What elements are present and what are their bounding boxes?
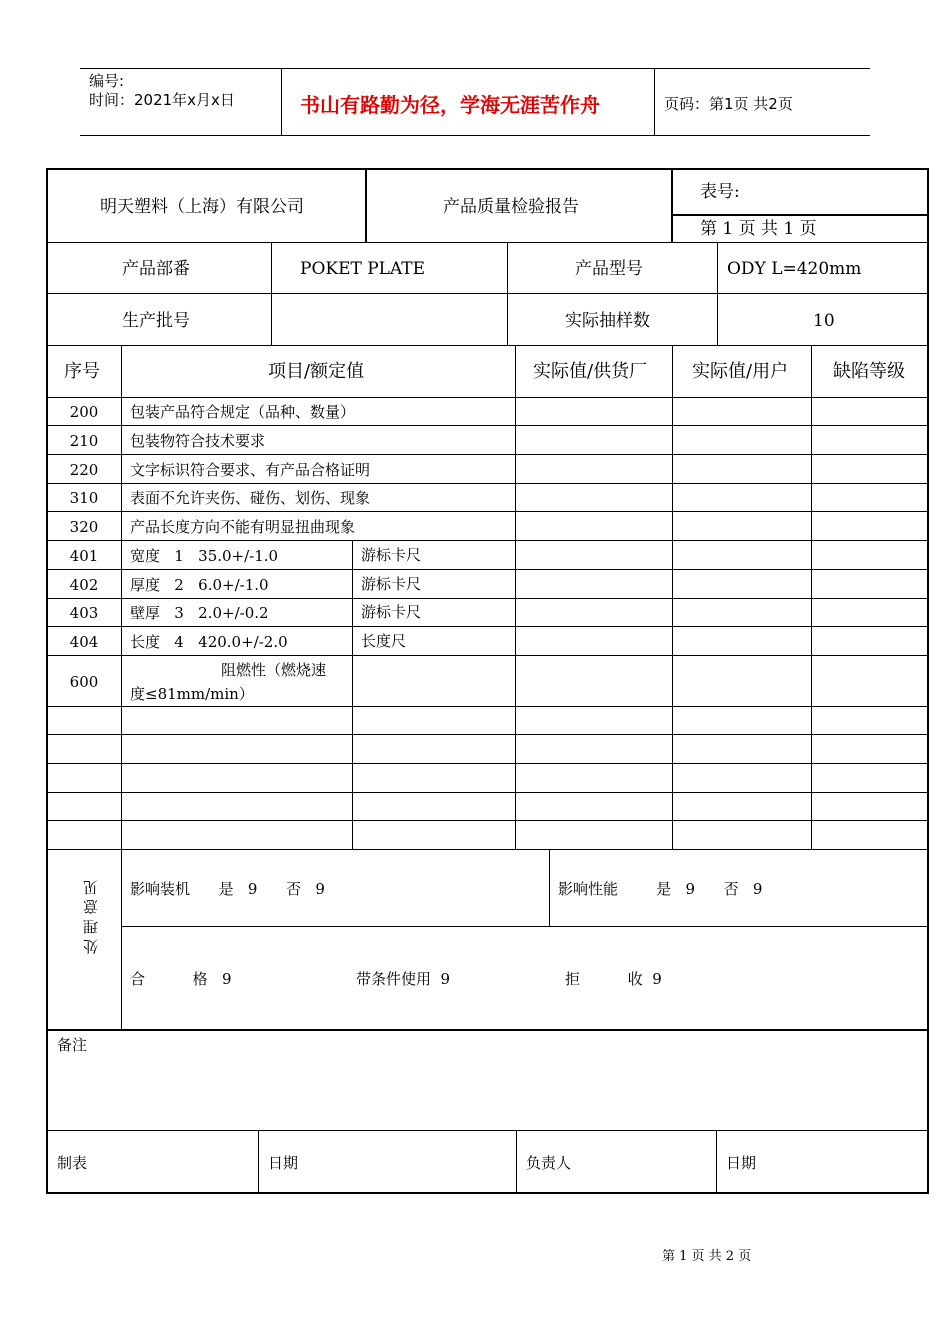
- row-item: 产品长度方向不能有明显扭曲现象: [130, 518, 356, 536]
- report-page-label: 第 1 页 共 1 页: [700, 219, 817, 239]
- row-tool: 长度尺: [361, 632, 407, 650]
- row-no: 402: [69, 576, 99, 594]
- row-no: 401: [69, 547, 99, 565]
- affect-performance: 影响性能 是 9 否 9: [558, 880, 763, 898]
- time-label: 时间：2021年x月x日: [89, 91, 235, 109]
- remarks-label: 备注: [57, 1036, 88, 1054]
- row-item: 包装物符合技术要求: [130, 432, 266, 450]
- row-no: 210: [69, 432, 99, 450]
- col-user: 实际值/用户: [692, 361, 789, 382]
- row-item-line2: 度≤81mm/min）: [130, 685, 254, 703]
- row-item: 长度 4 420.0+/-2.0: [130, 633, 288, 651]
- disposition-label: [74, 880, 98, 954]
- model-value: ODY L=420mm: [727, 259, 862, 279]
- row-no: 310: [69, 489, 99, 507]
- conditional-option: 带条件使用 9: [356, 970, 451, 988]
- date-label-1: 日期: [268, 1154, 299, 1172]
- footer-page: 第 1 页 共 2 页: [662, 1249, 752, 1264]
- date-label-2: 日期: [726, 1154, 757, 1172]
- row-no: 403: [69, 604, 99, 622]
- serial-label: 编号:: [89, 72, 125, 90]
- row-item-line1: 阻燃性（燃烧速: [221, 661, 327, 679]
- row-tool: 游标卡尺: [361, 546, 422, 564]
- report-title: 产品质量检验报告: [443, 197, 579, 217]
- row-item: 文字标识符合要求、有产品合格证明: [130, 461, 371, 479]
- responsible-label: 负责人: [526, 1154, 572, 1172]
- row-no: 200: [69, 403, 99, 421]
- motto: 书山有路勤为径，学海无涯苦作舟: [300, 93, 600, 117]
- disposition-label-text: 处 理 意 见: [82, 880, 100, 955]
- row-no: 600: [69, 673, 99, 691]
- company-name: 明天塑料（上海）有限公司: [100, 197, 304, 217]
- sample-value: 10: [813, 311, 835, 331]
- row-tool: 游标卡尺: [361, 603, 422, 621]
- reject-option: 拒 收 9: [565, 970, 662, 988]
- part-no-value: POKET PLATE: [300, 259, 426, 279]
- col-defect: 缺陷等级: [833, 361, 905, 382]
- row-no: 320: [69, 518, 99, 536]
- form-no-label: 表号:: [700, 182, 740, 202]
- page-info: 页码：第1页 共2页: [664, 95, 793, 113]
- batch-label: 生产批号: [122, 311, 190, 331]
- col-item: 项目/额定值: [268, 361, 365, 382]
- row-item: 表面不允许夹伤、碰伤、划伤、现象: [130, 489, 371, 507]
- pass-option: 合 格 9: [130, 970, 232, 988]
- made-by-label: 制表: [57, 1154, 88, 1172]
- sample-label: 实际抽样数: [565, 311, 650, 331]
- row-item: 壁厚 3 2.0+/-0.2: [130, 604, 269, 622]
- col-supplier: 实际值/供货厂: [533, 361, 648, 382]
- col-no: 序号: [64, 361, 100, 382]
- part-no-label: 产品部番: [122, 259, 190, 279]
- row-no: 220: [69, 461, 99, 479]
- row-item: 宽度 1 35.0+/-1.0: [130, 547, 279, 565]
- model-label: 产品型号: [575, 259, 643, 279]
- row-item: 厚度 2 6.0+/-1.0: [130, 576, 269, 594]
- row-no: 404: [69, 633, 99, 651]
- row-item: 包装产品符合规定（品种、数量）: [130, 403, 356, 421]
- affect-assembly: 影响装机 是 9 否 9: [130, 880, 325, 898]
- row-tool: 游标卡尺: [361, 575, 422, 593]
